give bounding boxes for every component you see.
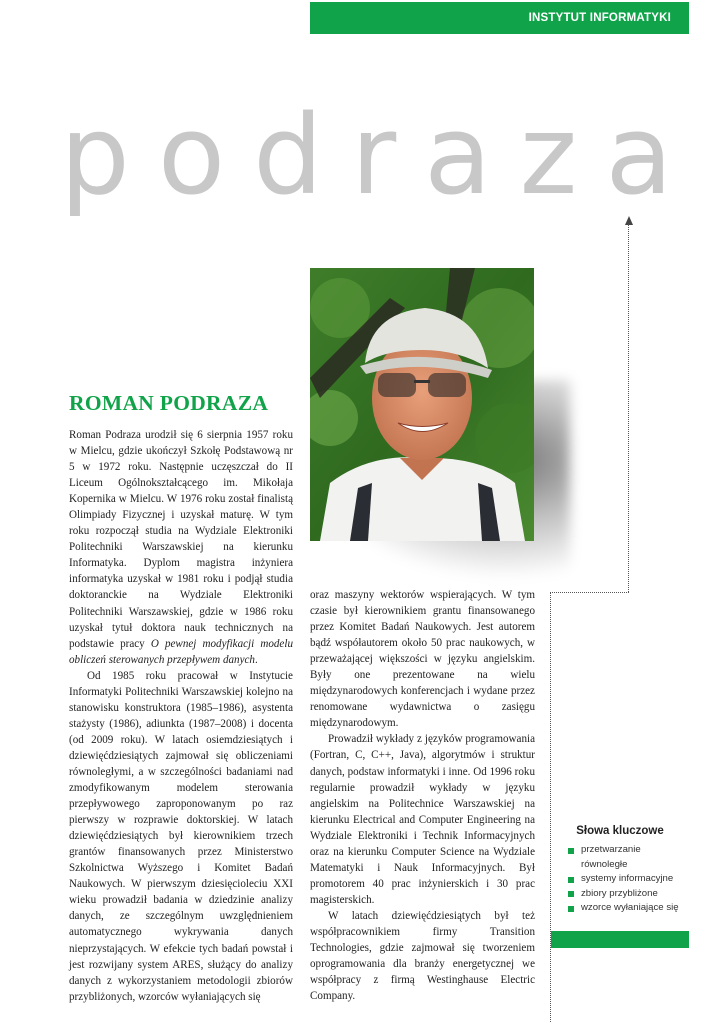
paragraph-1-text: Roman Podraza urodził się 6 sierpnia 1957 roku w Mielcu, gdzie ukończył Szkołę Podstawową nr 5 w 1972 roku. Następnie uczęszczał do II Liceum Ogólnokształcącego im. Mikołaja Kopernika w Mielcu. W 1976 roku został finalistą Olimpiady Fizycznej i uzyskał maturę. W tym roku rozpoczął studia na Wydziale Elektroniki Politechniki Warszawskiej na kierunku Informatyka. Dyplom magistra inżyniera informatyka uzyskał w 1981 roku i podjął studia doktoranckie na Wydziale Elektroniki Politechniki Warszawskiej, gdzie w 1986 roku uzyskał tytuł doktora nauk technicznych na podstawie pracy xyxy=(69,429,293,650)
keywords-title: Słowa kluczowe xyxy=(576,825,664,837)
footer-accent-bar xyxy=(551,931,689,948)
article-column-left xyxy=(69,427,293,1005)
arrow-up-icon xyxy=(625,216,633,225)
dissertation-title: O pewnej modyfikacji modelu obliczeń sterowanych przepływem danych xyxy=(69,637,293,666)
paragraph-2: Od 1985 roku pracował w Instytucie Informatyki Politechniki Warszawskiej kolejno na stanowisku konstruktora (1985–1986), asystenta stażysty (1986), adiunkta (1987–2008) i docenta (od 2009 roku). W latach osiemdziesiątych i dziewięćdziesiątych zajmował się obliczeniami równoległymi, a w szczególności badaniami nad zmodyfikowanym modelem sterowania przepływowego zaproponowanym po raz pierwszy w rozprawie doktorskiej. W latach dziewięćdziesiątych był kierownikiem trzech grantów finansowanych przez Ministerstwo Szkolnictwa Wyższego i Komitet Badań Naukowych. W pierwszym dziesięcioleciu XXI wieku prowadził badania w dziedzinie analizy danych, ze szczególnym uwzględnieniem automatycznego wykrywania danych nieprzystających. W efekcie tych badań powstał i jest rozwijany system ARES, służący do analizy danych z wykorzystaniem metodologii zbiorów przybliżonych, wzorców wyłaniających się xyxy=(69,669,293,1003)
dotted-guide-line-lower xyxy=(550,592,551,1022)
paragraph-1 xyxy=(69,427,293,668)
decorative-surname: podraza xyxy=(60,91,701,219)
article-column-right xyxy=(310,587,535,1004)
paragraph-5: W latach dziewięćdziesiątych był też współpracownikiem firmy Transition Technologies, gdzie zajmował się tworzeniem oprogramowania dla branży energetycznej we współpracy z firmą Westinghause Electric Company. xyxy=(310,909,535,1003)
dotted-guide-line-horizontal xyxy=(550,592,629,593)
keyword-item: przetwarzanie równoległe xyxy=(568,843,689,872)
keywords-box xyxy=(551,825,689,916)
article-title: ROMAN PODRAZA xyxy=(69,391,269,415)
institute-label: INSTYTUT INFORMATYKI xyxy=(528,12,671,24)
institute-header-bar xyxy=(310,2,689,34)
portrait-photo xyxy=(310,268,534,541)
paragraph-3: oraz maszyny wektorów wspierających. W tym czasie był kierownikiem grantu finansowanego przez Komitet Badań Naukowych. Jest autorem bądź współautorem około 50 prac naukowych, w przeważającej większości w języku angielskim. Były one prezentowane na wielu międzynarodowych konferencjach i wydane przez renomowane wydawnictwa o zasięgu międzynarodowym. xyxy=(310,589,535,730)
paragraph-1-end: . xyxy=(254,653,258,666)
keyword-item: zbiory przybliżone xyxy=(568,887,689,902)
portrait-illustration xyxy=(310,268,534,541)
keywords-list xyxy=(568,843,689,916)
dotted-guide-line xyxy=(628,224,629,592)
paragraph-4: Prowadził wykłady z języków programowania (Fortran, C, C++, Java), algorytmów i struktur danych, podstaw informatyki i inne. Od 1996 roku regularnie prowadził wykłady w języku angielskim na Politechnice Warszawskiej na kierunku Electrical and Computer Engineering na Wydziale Elektroniki i Technik Informacyjnych oraz na kierunku Computer Science na Wydziale Matematyki i Nauk Informacyjnych. Był promotorem 40 prac inżynierskich i 30 prac magisterskich. xyxy=(310,733,535,906)
keyword-item: systemy informacyjne xyxy=(568,872,689,887)
keyword-item: wzorce wyłaniające się xyxy=(568,901,689,916)
